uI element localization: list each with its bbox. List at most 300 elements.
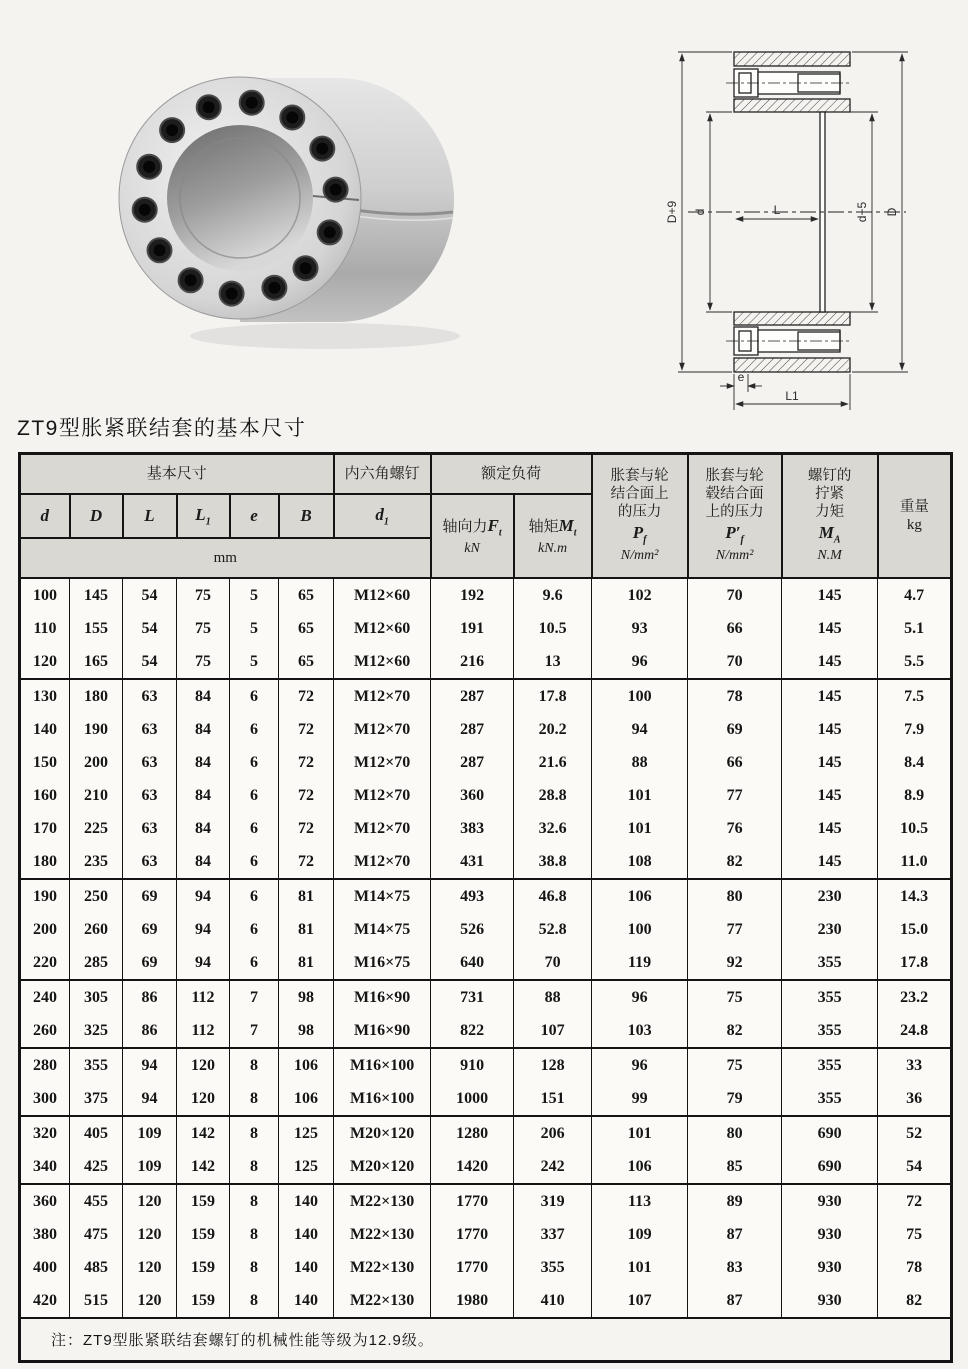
table-cell: 72 xyxy=(279,713,334,746)
dim-label-e: e xyxy=(737,370,745,384)
sleeve-section xyxy=(688,52,906,372)
table-cell: 88 xyxy=(514,980,592,1014)
table-cell: 8 xyxy=(230,1284,279,1318)
table-cell: 287 xyxy=(431,679,514,713)
table-cell: 140 xyxy=(20,713,70,746)
table-cell: 235 xyxy=(70,845,123,879)
table-cell: 120 xyxy=(123,1284,177,1318)
table-cell: 101 xyxy=(592,779,688,812)
table-row xyxy=(20,1082,952,1116)
table-cell: 355 xyxy=(782,1082,878,1116)
table-cell: 180 xyxy=(70,679,123,713)
table-cell: 84 xyxy=(177,713,230,746)
table-cell: 66 xyxy=(688,746,782,779)
cross-section-drawing xyxy=(636,12,960,416)
table-cell: 526 xyxy=(431,913,514,946)
table-cell: 485 xyxy=(70,1251,123,1284)
table-cell: 355 xyxy=(782,980,878,1014)
table-cell: 65 xyxy=(279,578,334,612)
table-cell: M16×75 xyxy=(334,946,431,980)
table-cell: 84 xyxy=(177,746,230,779)
table-cell: 515 xyxy=(70,1284,123,1318)
table-row xyxy=(20,779,952,812)
table-cell: 96 xyxy=(592,1048,688,1082)
table-row xyxy=(20,1218,952,1251)
table-cell: 106 xyxy=(592,879,688,913)
table-cell: 420 xyxy=(20,1284,70,1318)
table-cell: 69 xyxy=(688,713,782,746)
table-cell: 120 xyxy=(20,645,70,679)
table-head xyxy=(20,454,952,579)
table-cell: 100 xyxy=(20,578,70,612)
header-symbol: $P'_f$ xyxy=(725,523,744,546)
header-line: 力矩 xyxy=(815,504,845,521)
table-cell: 80 xyxy=(688,1116,782,1150)
table-cell: 82 xyxy=(688,845,782,879)
table-cell: 200 xyxy=(70,746,123,779)
table-cell: 6 xyxy=(230,913,279,946)
table-cell: 192 xyxy=(431,578,514,612)
table-cell: 380 xyxy=(20,1218,70,1251)
table-cell: 78 xyxy=(878,1251,952,1284)
table-row xyxy=(20,679,952,713)
table-cell: 180 xyxy=(20,845,70,879)
table-cell: 106 xyxy=(279,1048,334,1082)
table-cell: 159 xyxy=(177,1184,230,1218)
table-cell: 32.6 xyxy=(514,812,592,845)
table-cell: 150 xyxy=(20,746,70,779)
table-cell: 280 xyxy=(20,1048,70,1082)
table-cell: 140 xyxy=(279,1184,334,1218)
table-cell: 320 xyxy=(20,1116,70,1150)
table-cell: 145 xyxy=(782,779,878,812)
header-line: 拧紧 xyxy=(815,486,845,503)
table-cell: 159 xyxy=(177,1218,230,1251)
table-cell: 375 xyxy=(70,1082,123,1116)
table-cell: 125 xyxy=(279,1150,334,1184)
table-cell: 100 xyxy=(592,679,688,713)
table-cell: 54 xyxy=(123,612,177,645)
table-cell: 355 xyxy=(70,1048,123,1082)
tall-header xyxy=(782,454,878,579)
table-cell: M20×120 xyxy=(334,1150,431,1184)
table-cell: 76 xyxy=(688,812,782,845)
table-cell: 145 xyxy=(782,679,878,713)
table-cell: 98 xyxy=(279,980,334,1014)
table-cell: 130 xyxy=(20,679,70,713)
table-cell: 110 xyxy=(20,612,70,645)
table-row xyxy=(20,845,952,879)
table-cell: 6 xyxy=(230,879,279,913)
table-cell: 82 xyxy=(688,1014,782,1048)
table-cell: 1980 xyxy=(431,1284,514,1318)
table-cell: 65 xyxy=(279,645,334,679)
table-row xyxy=(20,612,952,645)
table-cell: 75 xyxy=(177,578,230,612)
dim-label-D9: D+9 xyxy=(665,200,679,224)
table-cell: 107 xyxy=(592,1284,688,1318)
header-symbol: $M_A$ xyxy=(818,523,841,546)
table-cell: M14×75 xyxy=(334,879,431,913)
table-cell: 81 xyxy=(279,946,334,980)
table-cell: 72 xyxy=(279,779,334,812)
table-cell: 5 xyxy=(230,645,279,679)
table-cell: 101 xyxy=(592,1251,688,1284)
table-row xyxy=(20,980,952,1014)
table-cell: 360 xyxy=(431,779,514,812)
table-cell: 151 xyxy=(514,1082,592,1116)
table-cell: 66 xyxy=(688,612,782,645)
table-cell: 155 xyxy=(70,612,123,645)
table-cell: 260 xyxy=(70,913,123,946)
table-cell: 63 xyxy=(123,812,177,845)
table-cell: 28.8 xyxy=(514,779,592,812)
tall-header xyxy=(592,454,688,579)
table-cell: 63 xyxy=(123,679,177,713)
table-cell: 78 xyxy=(688,679,782,713)
dim-label-d5: d+5 xyxy=(855,201,869,223)
table-cell: 475 xyxy=(70,1218,123,1251)
table-cell: 70 xyxy=(688,645,782,679)
table-cell: 17.8 xyxy=(514,679,592,713)
table-cell: 80 xyxy=(688,879,782,913)
table-cell: 206 xyxy=(514,1116,592,1150)
header-line: 胀套与轮 xyxy=(705,468,764,485)
table-cell: 8 xyxy=(230,1048,279,1082)
table-cell: 87 xyxy=(688,1218,782,1251)
header-unit: kN xyxy=(464,540,480,556)
table-cell: 20.2 xyxy=(514,713,592,746)
header-line: 螺钉的 xyxy=(807,468,852,485)
table-cell: 10.5 xyxy=(514,612,592,645)
table-cell: 10.5 xyxy=(878,812,952,845)
table-row xyxy=(20,1284,952,1318)
dim-label-D: D xyxy=(885,207,899,217)
table-cell: 1770 xyxy=(431,1218,514,1251)
table-cell: 108 xyxy=(592,845,688,879)
table-cell: M16×90 xyxy=(334,1014,431,1048)
table-cell: 72 xyxy=(279,845,334,879)
table-cell: 145 xyxy=(782,645,878,679)
table-cell: 106 xyxy=(279,1082,334,1116)
table-cell: 930 xyxy=(782,1184,878,1218)
table-cell: 101 xyxy=(592,1116,688,1150)
table-cell: 1280 xyxy=(431,1116,514,1150)
table-cell: 8.4 xyxy=(878,746,952,779)
table-cell: 94 xyxy=(123,1082,177,1116)
tall-header xyxy=(688,454,782,579)
table-cell: 94 xyxy=(123,1048,177,1082)
table-cell: 930 xyxy=(782,1284,878,1318)
table-cell: 287 xyxy=(431,746,514,779)
table-cell: 9.6 xyxy=(514,578,592,612)
table-row xyxy=(20,713,952,746)
symbol-header: d xyxy=(20,494,70,538)
header-line: 结合面上 xyxy=(610,486,669,503)
table-cell: 1770 xyxy=(431,1251,514,1284)
table-cell: 102 xyxy=(592,578,688,612)
symbol-header: $L_1$ xyxy=(177,494,230,538)
table-cell: M22×130 xyxy=(334,1284,431,1318)
table-cell: 33 xyxy=(878,1048,952,1082)
table-cell: 5.5 xyxy=(878,645,952,679)
table-cell: 822 xyxy=(431,1014,514,1048)
header-line: 胀套与轮 xyxy=(610,468,669,485)
table-cell: 145 xyxy=(782,578,878,612)
table-cell: 7.9 xyxy=(878,713,952,746)
table-cell: 38.8 xyxy=(514,845,592,879)
table-cell: 6 xyxy=(230,946,279,980)
table-cell: 113 xyxy=(592,1184,688,1218)
table-cell: 145 xyxy=(782,812,878,845)
header-unit: N/mm² xyxy=(715,548,754,564)
table-cell: 142 xyxy=(177,1116,230,1150)
table-cell: 65 xyxy=(279,612,334,645)
table-cell: 305 xyxy=(70,980,123,1014)
table-cell: 119 xyxy=(592,946,688,980)
table-cell: 107 xyxy=(514,1014,592,1048)
table-cell: 103 xyxy=(592,1014,688,1048)
table-cell: 93 xyxy=(592,612,688,645)
table-cell: 190 xyxy=(70,713,123,746)
group-header: 额定负荷 xyxy=(431,454,592,495)
table-cell: 5.1 xyxy=(878,612,952,645)
table-cell: 216 xyxy=(431,645,514,679)
table-cell: 94 xyxy=(177,879,230,913)
symbol-header: B xyxy=(279,494,334,538)
technical-drawing xyxy=(636,12,960,416)
table-cell: 52 xyxy=(878,1116,952,1150)
table-cell: 159 xyxy=(177,1251,230,1284)
table-cell: 77 xyxy=(688,913,782,946)
header-unit: kg xyxy=(906,516,922,533)
table-cell: 1770 xyxy=(431,1184,514,1218)
table-cell: 109 xyxy=(123,1116,177,1150)
table-cell: 431 xyxy=(431,845,514,879)
table-cell: 86 xyxy=(123,1014,177,1048)
table-row xyxy=(20,913,952,946)
table-cell: 690 xyxy=(782,1150,878,1184)
table-cell: 94 xyxy=(177,946,230,980)
unit-header: mm xyxy=(20,538,431,578)
table-cell: 425 xyxy=(70,1150,123,1184)
table-cell: 120 xyxy=(123,1184,177,1218)
table-cell: 6 xyxy=(230,779,279,812)
table-cell: 191 xyxy=(431,612,514,645)
table-cell: 11.0 xyxy=(878,845,952,879)
table-cell: 5 xyxy=(230,578,279,612)
table-cell: 200 xyxy=(20,913,70,946)
table-cell: 75 xyxy=(688,1048,782,1082)
table-cell: M16×100 xyxy=(334,1082,431,1116)
table-cell: 83 xyxy=(688,1251,782,1284)
table-cell: 13 xyxy=(514,645,592,679)
table-cell: 72 xyxy=(878,1184,952,1218)
table-cell: 120 xyxy=(177,1082,230,1116)
table-row xyxy=(20,645,952,679)
table-cell: 8 xyxy=(230,1184,279,1218)
table-cell: 63 xyxy=(123,779,177,812)
table-cell: 81 xyxy=(279,913,334,946)
table-cell: 85 xyxy=(688,1150,782,1184)
table-cell: M22×130 xyxy=(334,1184,431,1218)
table-cell: 6 xyxy=(230,746,279,779)
expansion-sleeve-photo xyxy=(90,30,465,370)
table-note: 注：ZT9型胀紧联结套螺钉的机械性能等级为12.9级。 xyxy=(20,1318,952,1362)
table-cell: 84 xyxy=(177,779,230,812)
table-row xyxy=(20,1116,952,1150)
table-row xyxy=(20,812,952,845)
table-cell: 355 xyxy=(782,946,878,980)
table-cell: 14.3 xyxy=(878,879,952,913)
table-cell: 930 xyxy=(782,1218,878,1251)
header-line: 重量 xyxy=(899,498,929,515)
table-cell: 69 xyxy=(123,879,177,913)
table-cell: 84 xyxy=(177,679,230,713)
table-cell: 640 xyxy=(431,946,514,980)
table-cell: 140 xyxy=(279,1251,334,1284)
load-header xyxy=(431,494,514,578)
table-cell: 94 xyxy=(177,913,230,946)
tall-header xyxy=(878,454,952,579)
table-cell: 250 xyxy=(70,879,123,913)
table-cell: 101 xyxy=(592,812,688,845)
header-unit: kN.m xyxy=(538,540,568,556)
table-cell: 145 xyxy=(782,845,878,879)
table-cell: 69 xyxy=(123,913,177,946)
table-cell: 75 xyxy=(177,645,230,679)
table-cell: 82 xyxy=(878,1284,952,1318)
table-cell: 8 xyxy=(230,1251,279,1284)
table-cell: 8 xyxy=(230,1150,279,1184)
table-cell: 96 xyxy=(592,645,688,679)
table-cell: 6 xyxy=(230,812,279,845)
table-cell: 46.8 xyxy=(514,879,592,913)
table-cell: M12×60 xyxy=(334,612,431,645)
table-cell: 120 xyxy=(123,1218,177,1251)
spec-table xyxy=(18,452,953,1363)
table-cell: 84 xyxy=(177,845,230,879)
table-row xyxy=(20,1048,952,1082)
table-cell: 731 xyxy=(431,980,514,1014)
table-cell: M20×120 xyxy=(334,1116,431,1150)
table-cell: 7 xyxy=(230,1014,279,1048)
table-cell: 383 xyxy=(431,812,514,845)
table-cell: 319 xyxy=(514,1184,592,1218)
table-cell: 96 xyxy=(592,980,688,1014)
table-cell: 145 xyxy=(782,713,878,746)
table-cell: 4.7 xyxy=(878,578,952,612)
table-row xyxy=(20,746,952,779)
table-cell: 287 xyxy=(431,713,514,746)
table-cell: 109 xyxy=(592,1218,688,1251)
table-cell: 63 xyxy=(123,713,177,746)
table-cell: 36 xyxy=(878,1082,952,1116)
table-cell: 142 xyxy=(177,1150,230,1184)
table-row xyxy=(20,578,952,612)
table-cell: 75 xyxy=(688,980,782,1014)
table-cell: 94 xyxy=(592,713,688,746)
table-cell: 230 xyxy=(782,913,878,946)
table-cell: 5 xyxy=(230,612,279,645)
table-cell: 75 xyxy=(177,612,230,645)
dim-label-L: L xyxy=(773,203,781,217)
table-cell: 99 xyxy=(592,1082,688,1116)
table-cell: 63 xyxy=(123,845,177,879)
table-cell: 54 xyxy=(123,645,177,679)
table-cell: 87 xyxy=(688,1284,782,1318)
table-cell: 6 xyxy=(230,679,279,713)
table-cell: 210 xyxy=(70,779,123,812)
table-cell: 17.8 xyxy=(878,946,952,980)
table-cell: 79 xyxy=(688,1082,782,1116)
header-unit: N/mm² xyxy=(620,548,659,564)
table-cell: 410 xyxy=(514,1284,592,1318)
table-cell: 355 xyxy=(782,1048,878,1082)
header-symbol: $P_f$ xyxy=(632,523,647,546)
table-cell: 52.8 xyxy=(514,913,592,946)
group-header: 基本尺寸 xyxy=(20,454,334,495)
table-cell: 145 xyxy=(782,612,878,645)
table-cell: M12×60 xyxy=(334,578,431,612)
table-cell: 75 xyxy=(878,1218,952,1251)
table-cell: 225 xyxy=(70,812,123,845)
header-line: 毂结合面 xyxy=(705,486,764,503)
table-cell: 140 xyxy=(279,1218,334,1251)
table-row xyxy=(20,1014,952,1048)
table-cell: 15.0 xyxy=(878,913,952,946)
header-line: 轴矩$M_t$ xyxy=(528,515,577,539)
table-cell: 70 xyxy=(688,578,782,612)
page-title: ZT9型胀紧联结套的基本尺寸 xyxy=(17,417,307,440)
table-cell: 355 xyxy=(514,1251,592,1284)
header-line: 的压力 xyxy=(617,504,662,521)
table-cell: 89 xyxy=(688,1184,782,1218)
photo-shadow xyxy=(190,323,460,349)
table-cell: 54 xyxy=(878,1150,952,1184)
header-row-groups xyxy=(20,454,952,495)
table-cell: 1000 xyxy=(431,1082,514,1116)
table-cell: M12×70 xyxy=(334,845,431,879)
table-cell: 120 xyxy=(123,1251,177,1284)
table-cell: 69 xyxy=(123,946,177,980)
table-cell: 170 xyxy=(20,812,70,845)
table-wrap xyxy=(18,452,953,1363)
table-cell: 220 xyxy=(20,946,70,980)
table-cell: 128 xyxy=(514,1048,592,1082)
table-cell: 120 xyxy=(177,1048,230,1082)
group-header: 内六角螺钉 xyxy=(334,454,431,495)
symbol-header: L xyxy=(123,494,177,538)
table-cell: 77 xyxy=(688,779,782,812)
table-cell: 63 xyxy=(123,746,177,779)
table-cell: 72 xyxy=(279,746,334,779)
header-line: 上的压力 xyxy=(705,504,764,521)
table-cell: 8 xyxy=(230,1116,279,1150)
table-cell: M22×130 xyxy=(334,1251,431,1284)
table-cell: 88 xyxy=(592,746,688,779)
table-cell: 109 xyxy=(123,1150,177,1184)
table-cell: 8 xyxy=(230,1218,279,1251)
table-cell: 112 xyxy=(177,1014,230,1048)
dim-label-L1: L1 xyxy=(785,389,799,403)
table-cell: 7.5 xyxy=(878,679,952,713)
table-cell: 86 xyxy=(123,980,177,1014)
table-cell: M12×70 xyxy=(334,679,431,713)
table-cell: 240 xyxy=(20,980,70,1014)
table-cell: 140 xyxy=(279,1284,334,1318)
table-cell: 190 xyxy=(20,879,70,913)
